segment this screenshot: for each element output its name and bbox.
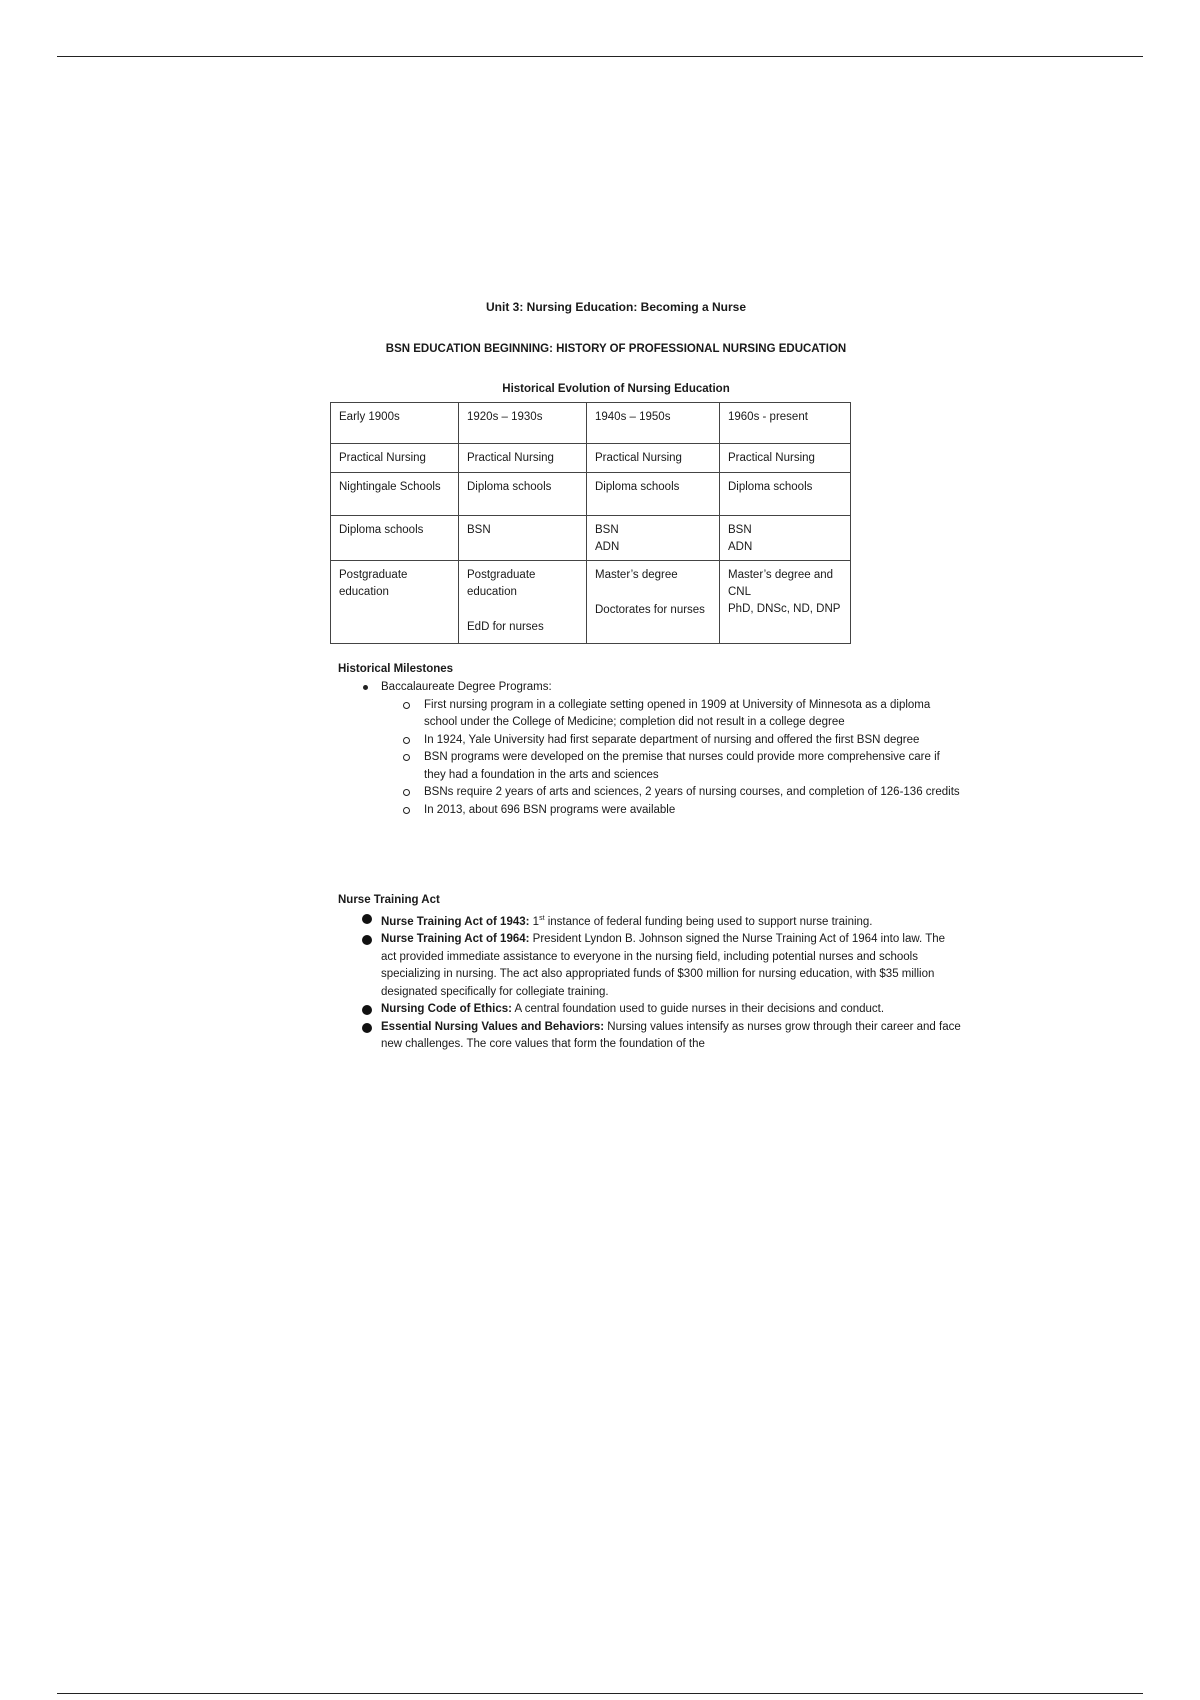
bullet-circle-icon [403, 807, 410, 814]
bullet-dot-icon [362, 1005, 372, 1015]
top-rule [57, 56, 1143, 57]
table-cell: Diploma schools [587, 473, 720, 516]
list-item [381, 1001, 961, 1019]
table-cell [587, 516, 720, 561]
table-header-row [331, 403, 851, 444]
bottom-rule [57, 1693, 1143, 1694]
table-cell [720, 561, 851, 644]
item-label: Essential Nursing Values and Behaviors: [381, 1020, 605, 1033]
bullet-dot-icon [362, 1023, 372, 1033]
bullet-dot-icon [362, 935, 372, 945]
list-item-text: In 1924, Yale University had first separate department of nursing and offered the first BSN degree [424, 733, 920, 746]
list-item [381, 931, 961, 1001]
table-cell: Diploma schools [331, 516, 459, 561]
document-page [256, 262, 976, 1202]
table-caption: Historical Evolution of Nursing Education [502, 383, 730, 395]
table-header-cell: Early 1900s [331, 403, 459, 444]
cell-line: Master’s degree and CNL [728, 569, 834, 598]
table-cell: Practical Nursing [459, 444, 587, 473]
item-label: Nurse Training Act of 1943: [381, 915, 530, 928]
table-header-cell: 1960s - present [720, 403, 851, 444]
list-item [424, 802, 961, 820]
list-item [381, 679, 961, 819]
list-item [424, 749, 961, 784]
bullet-circle-icon [403, 789, 410, 796]
item-label: Nursing Code of Ethics: [381, 1003, 512, 1016]
cell-line: Postgraduate education [467, 569, 536, 598]
item-label: Nurse Training Act of 1964: [381, 933, 530, 946]
milestones-list [338, 679, 961, 819]
training-act-heading: Nurse Training Act [338, 894, 440, 906]
item-text-pre: 1 [529, 915, 540, 928]
table-header-cell: 1920s – 1930s [459, 403, 587, 444]
table-cell: Practical Nursing [587, 444, 720, 473]
table-cell [720, 516, 851, 561]
milestones-sublist [381, 697, 961, 820]
document-subtitle: BSN EDUCATION BEGINNING: HISTORY OF PROFESSIONAL NURSING EDUCATION [385, 343, 847, 355]
list-item [381, 910, 961, 931]
cell-line: BSN [595, 524, 619, 536]
table-cell: Nightingale Schools [331, 473, 459, 516]
bullet-circle-icon [403, 737, 410, 744]
list-item [424, 732, 961, 750]
table-cell: BSN [459, 516, 587, 561]
table-cell [587, 561, 720, 644]
cell-line: PhD, DNSc, ND, DNP [728, 603, 841, 615]
table-row [331, 444, 851, 473]
list-item-text: First nursing program in a collegiate setting opened in 1909 at University of Minnesota as a diploma school under the College of Medicine; completion did not result in a college degree [424, 698, 931, 728]
cell-line: Master’s degree [595, 569, 678, 581]
bullet-dot-icon [362, 914, 372, 924]
document-title: Unit 3: Nursing Education: Becoming a Nurse [485, 300, 747, 314]
bullet-circle-icon [403, 702, 410, 709]
bullet-dot-icon [363, 685, 368, 690]
item-text: President Lyndon B. Johnson signed the Nurse Training Act of 1964 into law. The act provided immediate assistance to everyone in the nursing field, including potential nurses and schools specializing in nursing. The act also appropriated funds of $300 million for nursing education, with $35 million designated specifically for collegiate training. [381, 933, 946, 998]
item-superscript: st [539, 915, 545, 922]
cell-line: ADN [728, 541, 753, 553]
list-item-text: BSN programs were developed on the premise that nurses could provide more comprehensive care if they had a foundation in the arts and sciences [424, 751, 940, 781]
table-cell: Practical Nursing [331, 444, 459, 473]
list-item-text: BSNs require 2 years of arts and sciences, 2 years of nursing courses, and completion of 126-136 credits [424, 786, 960, 798]
bullet-circle-icon [403, 754, 410, 761]
cell-line: Doctorates for nurses [595, 604, 705, 616]
table-row [331, 473, 851, 516]
table-cell: Postgraduate education [331, 561, 459, 644]
list-item [424, 784, 961, 802]
evolution-table [330, 402, 851, 644]
list-item-text: Baccalaureate Degree Programs: [381, 681, 552, 693]
item-text: A central foundation used to guide nurses in their decisions and conduct. [511, 1003, 885, 1016]
milestones-heading: Historical Milestones [338, 663, 454, 675]
item-text: Nursing values intensify as nurses grow through their career and face new challenges. The core values that form the foundation of the [381, 1020, 961, 1051]
table-row [331, 561, 851, 644]
table-header-cell: 1940s – 1950s [587, 403, 720, 444]
cell-line: ADN [595, 541, 620, 553]
table-cell: Diploma schools [459, 473, 587, 516]
list-item [381, 1019, 961, 1054]
list-item-text: In 2013, about 696 BSN programs were available [424, 803, 676, 816]
cell-line: EdD for nurses [467, 621, 544, 633]
cell-line: BSN [728, 524, 752, 536]
item-text: instance of federal funding being used to support nurse training. [544, 915, 873, 928]
table-cell [459, 561, 587, 644]
training-act-list [338, 910, 961, 1054]
list-item [424, 697, 961, 732]
table-row [331, 516, 851, 561]
table-cell: Diploma schools [720, 473, 851, 516]
table-cell: Practical Nursing [720, 444, 851, 473]
